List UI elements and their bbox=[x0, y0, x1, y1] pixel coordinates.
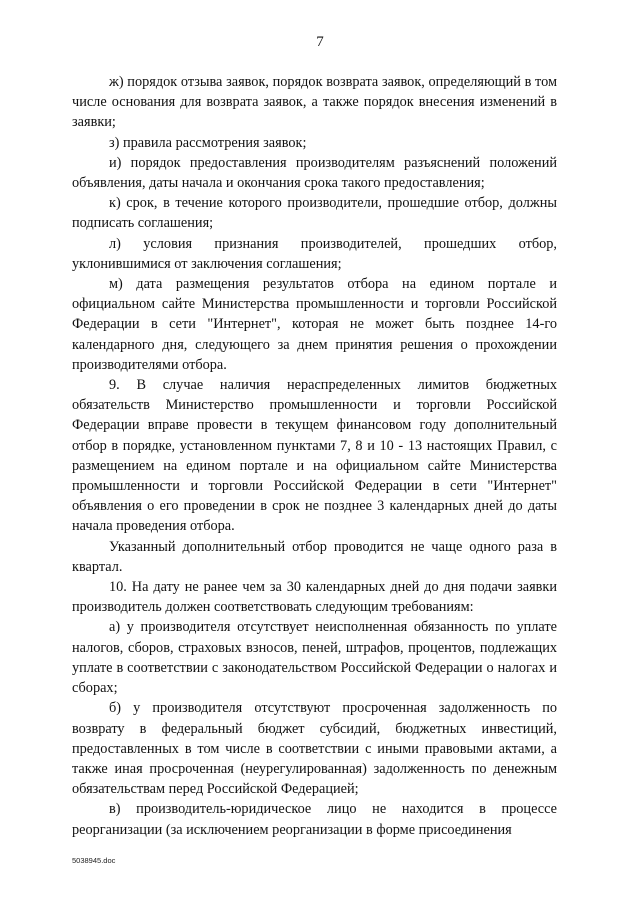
paragraph-a: а) у производителя отсутствует неисполненная обязанность по уплате налогов, сборов, страховых взносов, пеней, штрафов, процентов, подлежащих уплате в соответствии с законодательством Российской Федерации о налогах и сборах; bbox=[72, 619, 557, 697]
paragraph-b: б) у производителя отсутствуют просроченная задолженность по возврату в федеральный бюджет субсидий, бюджетных инвестиций, предоставленных в том числе в соответствии с иными правовыми актами, а также иная просроченная (неурегулированная) задолженность по денежным обязательствам перед Российской Федерацией; bbox=[72, 700, 557, 798]
page-number: 7 bbox=[316, 34, 324, 50]
paragraph-l: л) условия признания производителей, прошедших отбор, уклонившимися от заключения соглашения; bbox=[72, 235, 557, 272]
document-code: 5038945.doc bbox=[72, 856, 116, 865]
paragraph-v: в) производитель-юридическое лицо не находится в процессе реорганизации (за исключением реорганизации в форме присоединения bbox=[72, 801, 557, 838]
paragraph-k: к) срок, в течение которого производители, прошедшие отбор, должны подписать соглашения; bbox=[72, 195, 557, 232]
paragraph-10: 10. На дату не ранее чем за 30 календарных дней до дня подачи заявки производитель должен соответствовать следующим требованиям: bbox=[72, 579, 557, 616]
paragraph-i: и) порядок предоставления производителям разъяснений положений объявления, даты начала и окончания срока такого предоставления; bbox=[72, 154, 557, 192]
paragraph-zh: ж) порядок отзыва заявок, порядок возврата заявок, определяющий в том числе основания для возврата заявок, а также порядок внесения изменений в заявки; bbox=[72, 74, 557, 131]
paragraph-m: м) дата размещения результатов отбора на едином портале и официальном сайте Министерства промышленности и торговли Российской Федерации в сети "Интернет", которая не может быть позднее 14-го календарного дня, следующего за днем принятия решения о прохождении производителями отбора. bbox=[72, 276, 557, 373]
document-body bbox=[72, 72, 557, 840]
paragraph-9: 9. В случае наличия нераспределенных лимитов бюджетных обязательств Министерство промышленности и торговли Российской Федерации вправе провести в текущем финансовом году дополнительный отбор в порядке, установленном пунктами 7, 8 и 10 - 13 настоящих Правил, с размещением на едином портале и на официальном сайте Министерства промышленности и торговли Российской Федерации в сети "Интернет" объявления о его проведении в срок не позднее 3 календарных дней до даты начала проведения отбора. bbox=[72, 377, 557, 535]
paragraph-z: з) правила рассмотрения заявок; bbox=[109, 134, 307, 151]
paragraph-additional-selection: Указанный дополнительный отбор проводится не чаще одного раза в квартал. bbox=[72, 538, 557, 575]
